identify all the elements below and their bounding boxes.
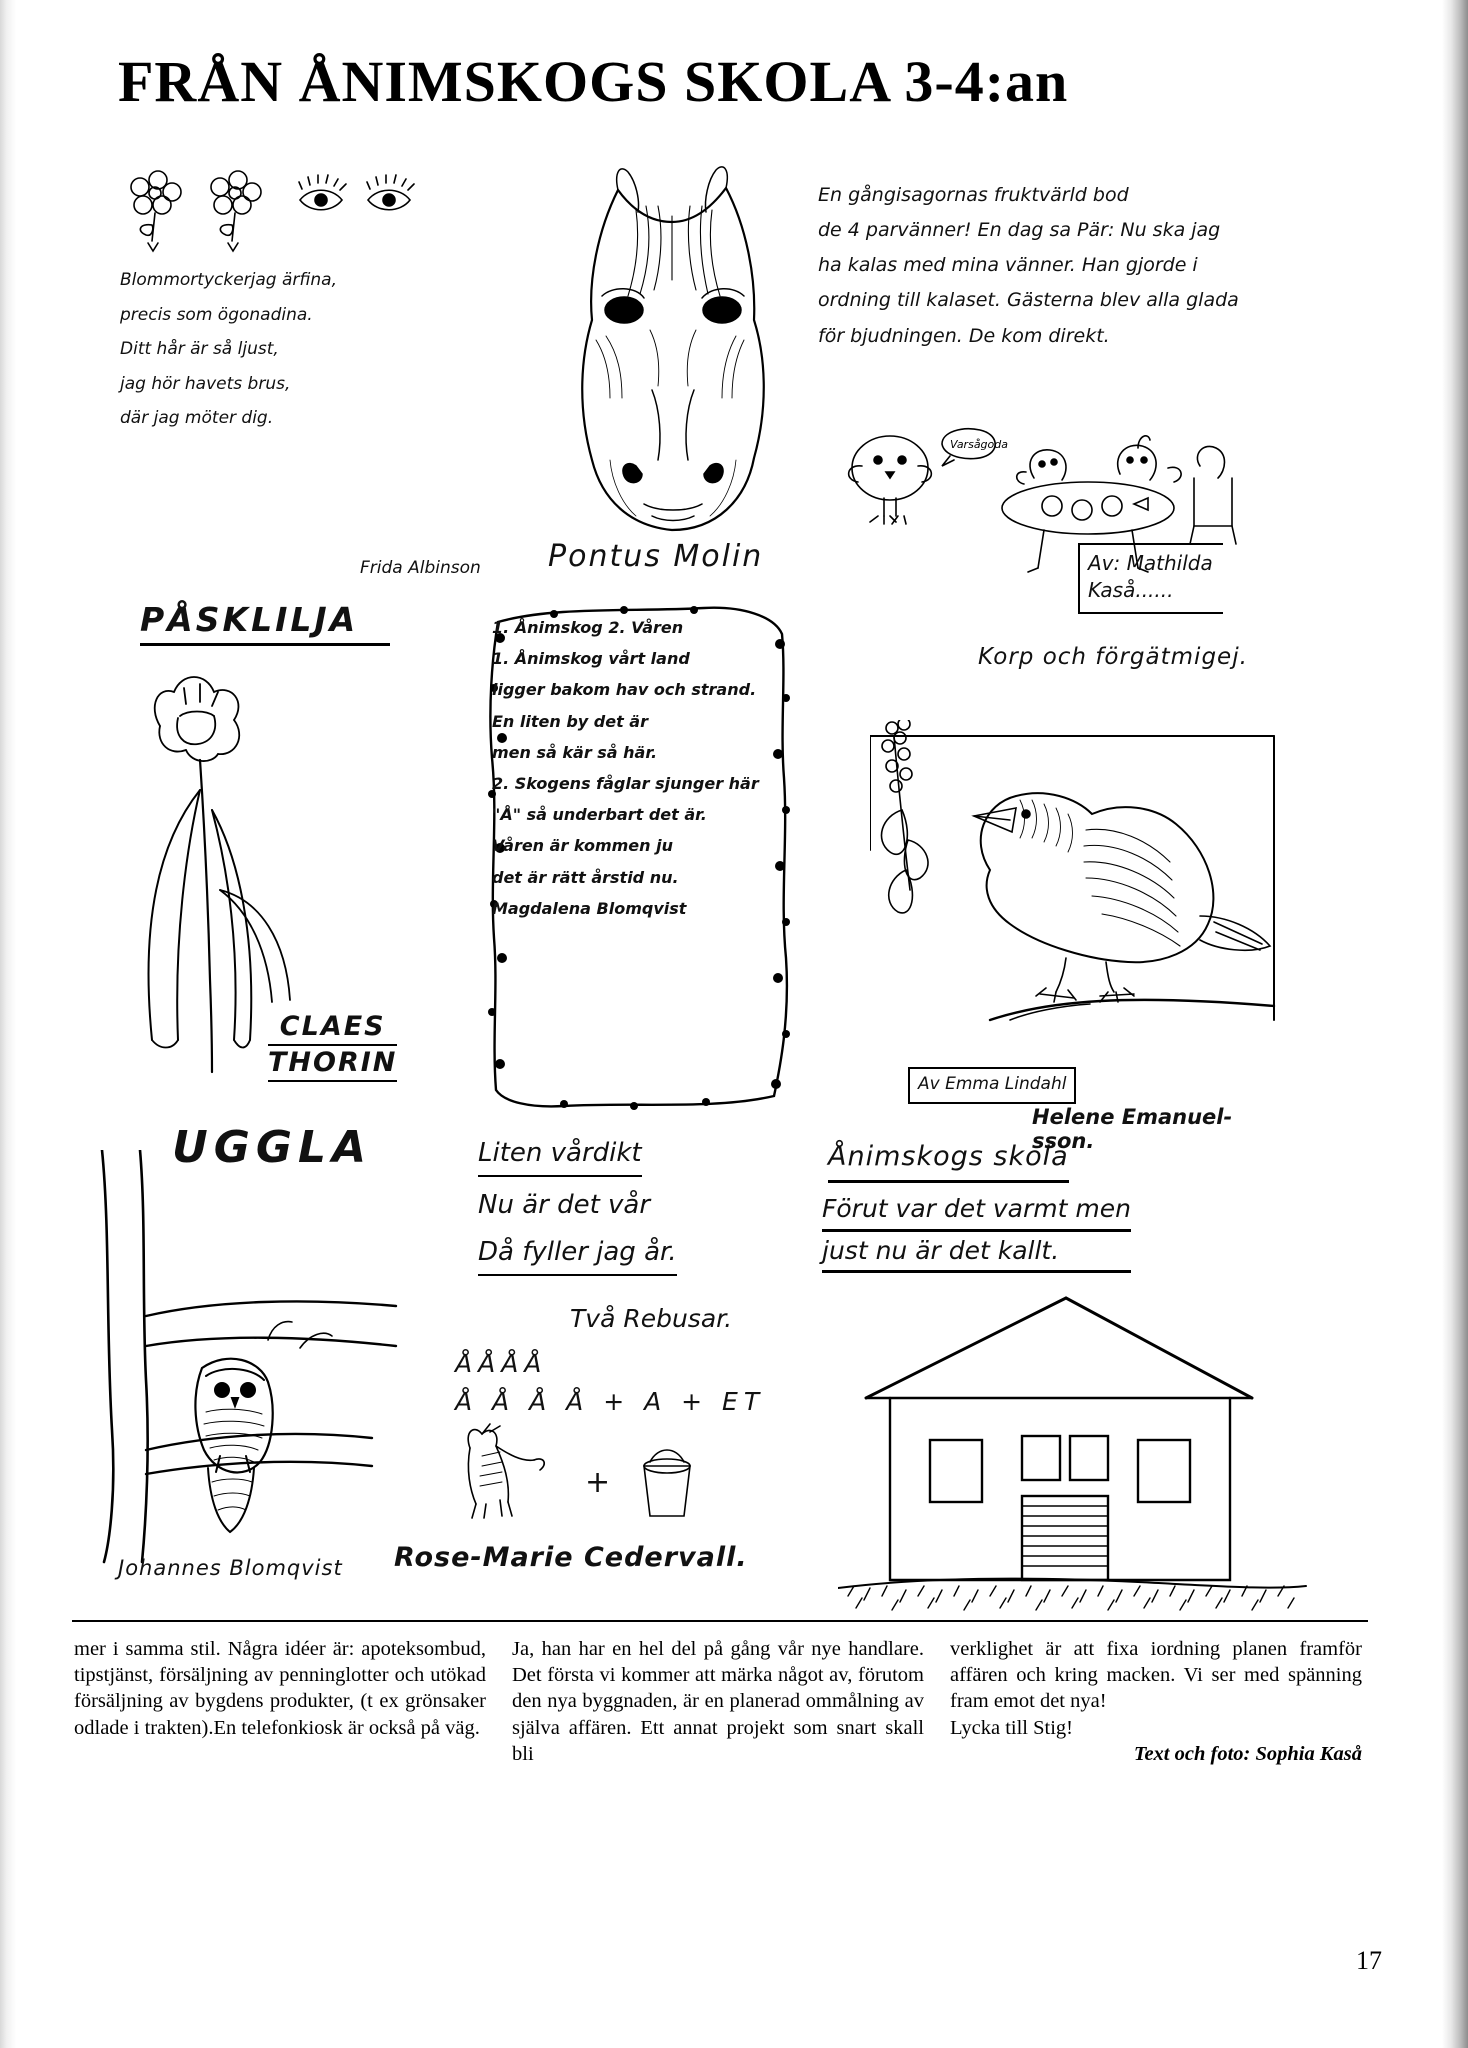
text-weather-note — [822, 1190, 1131, 1273]
article-column-3 — [950, 1636, 1362, 1767]
credit-box-emma-lindahl: Av Emma Lindahl — [908, 1067, 1076, 1104]
page-number: 17 — [1356, 1946, 1382, 1975]
title-animskogs-skola: Ånimskogs skola — [828, 1137, 1069, 1183]
svg-text:Varsågoda: Varsågoda — [950, 438, 1008, 451]
story-fruit-world — [818, 178, 1348, 354]
scroll-line-9: det är rätt årstid nu. — [492, 867, 679, 887]
weather-note-line-2: just nu är det kallt. — [822, 1232, 1131, 1274]
article-divider — [72, 1620, 1368, 1622]
page-title: FRÅN ÅNIMSKOGS SKOLA 3-4:an — [118, 49, 1069, 114]
article-col3-text: verklighet är att fixa iordning planen framför affären och kring macken. Vi ser med spänning fram emot det nya! — [950, 1638, 1362, 1713]
signature-claes-line-2: THORIN — [268, 1046, 397, 1082]
title-uggla: UGGLA — [172, 1122, 373, 1173]
school-house-drawing — [838, 1290, 1308, 1620]
poem-var-line-1: Nu är det vår — [478, 1190, 651, 1221]
signature-claes-thorin — [268, 1010, 397, 1082]
signature-helene-line-1: Helene Emanuel- — [1032, 1105, 1233, 1129]
scroll-line-2: 1. Ånimskog vårt land — [492, 649, 690, 669]
caption-pontus-molin: Pontus Molin — [548, 539, 764, 574]
scroll-line-7: "Å" så underbart det är. — [492, 805, 707, 825]
page-left-edge — [0, 0, 16, 2048]
article-columns — [74, 1636, 1374, 1767]
scroll-line-4: En liten by det är — [492, 711, 648, 731]
rebus-row-2: Å Å Å Å + A + ET — [455, 1387, 766, 1416]
rebus-drawings — [452, 1420, 782, 1550]
article-col3-closing: Lycka till Stig! — [950, 1716, 1073, 1739]
signature-helene-line-2: sson. — [1032, 1129, 1095, 1154]
scroll-line-8: Våren är kommen ju — [492, 836, 673, 856]
article-col2-text: Ja, han har en hel del på gång vår nye handlare. Det första vi kommer att märka något av, förutom den nya byggnaden, är en planerad ommålning av själva affären. Ett annat projekt som snart skall bli — [512, 1638, 924, 1765]
title-pasklilja: PÅSKLILJA — [140, 600, 390, 646]
scroll-line-6: 2. Skogens fåglar sjunger här — [492, 773, 759, 793]
credit-mathilda-line-1: Av: Mathilda — [1088, 551, 1213, 575]
signature-claes-line-1: CLAES — [268, 1010, 397, 1046]
poem-flowers-line-2: precis som ögonadina. — [120, 304, 313, 325]
scroll-line-5: men så kär så här. — [492, 742, 658, 762]
rebus-title: Två Rebusar. — [570, 1304, 733, 1333]
scroll-signature: Magdalena Blomqvist — [492, 898, 687, 918]
scroll-line-3: ligger bakom hav och strand. — [492, 680, 757, 700]
poem-flowers-line-3: Ditt hår är så ljust, — [120, 339, 279, 359]
poem-flowers-line-1: Blommortyckerjag ärfina, — [120, 270, 337, 290]
rebus-row-1: ÅÅÅÅ — [455, 1349, 548, 1378]
owl-drawing — [96, 1150, 416, 1570]
article-col1-text: mer i samma stil. Några idéer är: apoteksombud, tipstjänst, försäljning av penninglotter och utökad försäljning av bygdens produkter, (t ex grönsaker odlade i trakten).En telefonkiosk är också på väg. — [74, 1638, 486, 1739]
scroll-line-1: 1. Ånimskog 2. Våren — [492, 618, 684, 637]
poem-flowers-line-4: jag hör havets brus, — [120, 373, 291, 394]
horse-head-drawing — [540, 160, 810, 540]
poem-flowers — [120, 268, 420, 441]
poem-flowers-line-5: där jag möter dig. — [120, 408, 274, 428]
article-column-2 — [512, 1636, 924, 1767]
signature-johannes-blomqvist: Johannes Blomqvist — [118, 1556, 343, 1580]
signature-rose-marie-cedervall: Rose-Marie Cedervall. — [394, 1542, 748, 1573]
raven-and-forgetmenot-drawing — [870, 720, 1290, 1060]
poem-animskog-scroll — [492, 612, 792, 924]
story-line-1: En gångisagornas fruktvärld bod — [818, 184, 1129, 206]
signature-frida-albinson: Frida Albinson — [360, 558, 481, 578]
story-line-4: ordning till kalaset. Gästerna blev alla glada — [818, 289, 1239, 312]
article-column-1 — [74, 1636, 486, 1767]
weather-note-line-1: Förut var det varmt men — [822, 1190, 1131, 1232]
story-line-3: ha kalas med mina vänner. Han gjorde i — [818, 254, 1198, 277]
rebus-plus-sign: + — [585, 1465, 611, 1500]
story-line-2: de 4 parvänner! En dag sa Pär: Nu ska jag — [818, 219, 1221, 242]
flowers-and-eyes-drawing — [110, 165, 430, 275]
poem-var-title: Liten vårdikt — [478, 1133, 642, 1177]
article-byline: Text och foto: Sophia Kaså — [1133, 1742, 1362, 1765]
poem-var-line-2: Då fyller jag år. — [478, 1232, 677, 1276]
caption-korp-forgatmigej: Korp och förgätmigej. — [978, 644, 1248, 670]
page-right-edge — [1442, 0, 1468, 2048]
story-line-5: för bjudningen. De kom direkt. — [818, 324, 1110, 347]
credit-mathilda-line-2: Kaså...... — [1088, 578, 1174, 602]
poem-liten-vardikt — [478, 1133, 798, 1276]
credit-box-mathilda-kasa — [1078, 543, 1223, 614]
